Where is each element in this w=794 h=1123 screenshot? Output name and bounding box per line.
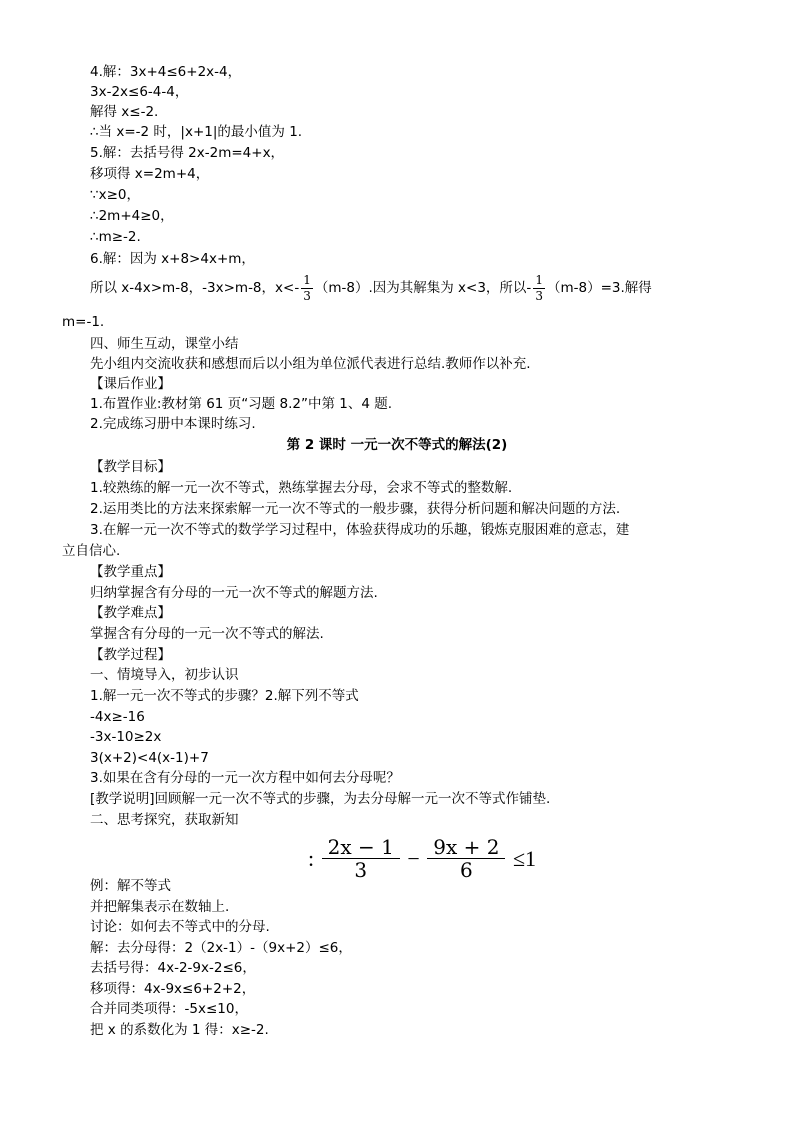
text-segment: （m-8）.因为其解集为 x<3，所以- [314,280,532,296]
text-line: 3.如果在含有分母的一元一次方程中如何去分母呢？ [90,770,400,786]
text-line: 【教学难点】 [90,605,171,621]
text-line: 二、思考探究，获取新知 [90,812,239,828]
fraction-numerator: 1 [535,272,543,287]
text-line: 并把解集表示在数轴上. [90,899,230,915]
text-line: 4.解：3x+4≤6+2x-4， [90,64,242,80]
text-line: 3x-2x≤6-4-4， [90,84,189,100]
text-line: 5.解：去括号得 2x-2m=4+x， [90,145,285,161]
formula-lead: : [308,845,315,871]
text-line: 四、师生互动，课堂小结 [90,336,239,352]
fraction-denominator: 3 [322,858,400,881]
text-line: 掌握含有分母的一元一次不等式的解法. [90,626,324,642]
text-segment: 所以 x-4x>m-8，-3x>m-8，x<- [90,280,300,296]
text-line: ∴2m+4≥0， [90,208,174,224]
text-line: 解：去分母得：2（2x-1）-（9x+2）≤6， [90,940,352,956]
text-line: 先小组内交流收获和感想而后以小组为单位派代表进行总结.教师作以补充. [90,356,531,372]
fraction-denominator: 6 [427,858,505,881]
text-line: 3.在解一元一次不等式的数学学习过程中，体验获得成功的乐趣，锻炼克服困难的意志，建 [90,522,630,538]
text-line: 去括号得：4x-2-9x-2≤6， [90,960,256,976]
text-line: -3x-10≥2x [90,729,162,745]
text-line: 把 x 的系数化为 1 得：x≥-2. [90,1022,269,1038]
fraction [427,836,505,881]
text-segment: （m-8）=3.解得 [546,280,652,296]
fraction [533,273,545,304]
text-line: 【教学过程】 [90,647,171,663]
minus-sign: − [407,845,420,871]
fraction-denominator: 3 [303,288,311,303]
text-line: 1.解一元一次不等式的步骤？2.解下列不等式 [90,688,359,704]
fraction [322,836,400,881]
text-line: 3(x+2)<4(x-1)+7 [90,750,209,766]
text-line: 合并同类项得：-5x≤10， [90,1001,248,1017]
text-line: 立自信心. [62,543,121,559]
text-line: 1.较熟练的解一元一次不等式，熟练掌握去分母，会求不等式的整数解. [90,480,513,496]
text-line: 讨论：如何去不等式中的分母. [90,919,270,935]
text-line: ∴m≥-2. [90,229,141,245]
text-line: 【课后作业】 [90,376,171,392]
text-line: -4x≥-16 [90,709,145,725]
text-line: 移项得 x=2m+4， [90,166,210,182]
text-line: 【教学重点】 [90,564,171,580]
text-line: 解得 x≤-2. [90,104,159,120]
text-line: ∴当 x=-2 时，|x+1|的最小值为 1. [90,124,303,140]
fraction [301,273,313,304]
fraction-denominator: 3 [535,288,543,303]
section-title: 第 2 课时 一元一次不等式的解法(2) [286,437,508,453]
formula-rhs: ≤1 [512,845,537,871]
fraction-numerator: 2x − 1 [327,835,394,859]
text-line: 一、情境导入，初步认识 [90,667,239,683]
fraction-numerator: 1 [303,272,311,287]
fraction-numerator: 9x + 2 [433,835,500,859]
text-line: 2.运用类比的方法来探索解一元一次不等式的一般步骤，获得分析问题和解决问题的方法. [90,501,621,517]
text-line: 1.布置作业:教材第 61 页“习题 8.2”中第 1、4 题. [90,396,392,412]
text-line: 6.解：因为 x+8>4x+m， [90,251,255,267]
text-line-with-fractions [90,272,652,304]
display-formula [308,836,536,884]
text-line: m=-1. [62,314,105,330]
text-line: [教学说明]回顾解一元一次不等式的步骤，为去分母解一元一次不等式作铺垫. [90,791,551,807]
text-line: ∵x≥0， [90,187,140,203]
text-line: 归纳掌握含有分母的一元一次不等式的解题方法. [90,585,378,601]
text-line: 例：解不等式 [90,878,171,894]
text-line: 移项得：4x-9x≤6+2+2， [90,981,256,997]
text-line: 【教学目标】 [90,459,171,475]
text-line: 2.完成练习册中本课时练习. [90,416,256,432]
